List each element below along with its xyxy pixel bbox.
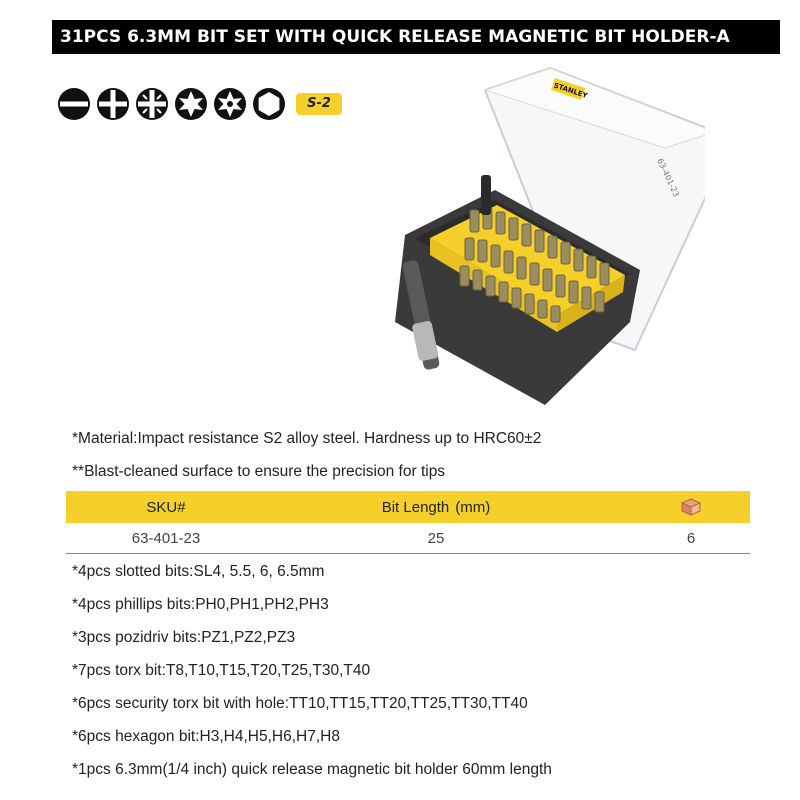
list-item: *6pcs hexagon bit:H3,H4,H5,H6,H7,H8 [72, 728, 340, 745]
pozidriv-tip-icon [134, 86, 170, 122]
phillips-tip-icon [95, 86, 131, 122]
security-torx-tip-icon [212, 86, 248, 122]
cell-bit-length: 25 [427, 529, 445, 547]
cell-pack: 6 [686, 529, 696, 547]
header-bit-length-unit: (mm) [455, 498, 491, 516]
header-bit-length [296, 491, 576, 523]
list-item: *4pcs phillips bits:PH0,PH1,PH2,PH3 [72, 596, 329, 613]
list-item: *3pcs pozidriv bits:PZ1,PZ2,PZ3 [72, 629, 296, 646]
torx-tip-icon [173, 86, 209, 122]
feature-surface: **Blast-cleaned surface to ensure the precision for tips [72, 463, 446, 480]
hexagon-tip-icon [251, 86, 287, 122]
box-code-label: 63-401-23 [655, 157, 681, 199]
slotted-tip-icon [56, 86, 92, 122]
box-brand-label: STANLEY [552, 81, 589, 100]
page-title: 31PCS 6.3MM BIT SET WITH QUICK RELEASE MAGNETIC BIT HOLDER-A [52, 20, 780, 54]
package-icon [680, 497, 702, 517]
s2-steel-badge: S-2 [296, 93, 342, 115]
header-pack [646, 491, 736, 523]
cell-sku: 63-401-23 [131, 529, 201, 547]
product-image [285, 60, 705, 415]
header-bit-length-label: Bit Length [381, 498, 450, 516]
list-item: *6pcs security torx bit with hole:TT10,TT15,TT20,TT25,TT30,TT40 [72, 695, 528, 712]
spec-table-header [66, 491, 750, 523]
table-row [66, 523, 750, 554]
header-sku: SKU# [146, 498, 186, 516]
list-item: *1pcs 6.3mm(1/4 inch) quick release magnetic bit holder 60mm length [72, 761, 552, 778]
feature-material: *Material:Impact resistance S2 alloy steel. Hardness up to HRC60±2 [72, 430, 542, 447]
list-item: *7pcs torx bit:T8,T10,T15,T20,T25,T30,T40 [72, 662, 371, 679]
list-item: *4pcs slotted bits:SL4, 5.5, 6, 6.5mm [72, 563, 325, 580]
